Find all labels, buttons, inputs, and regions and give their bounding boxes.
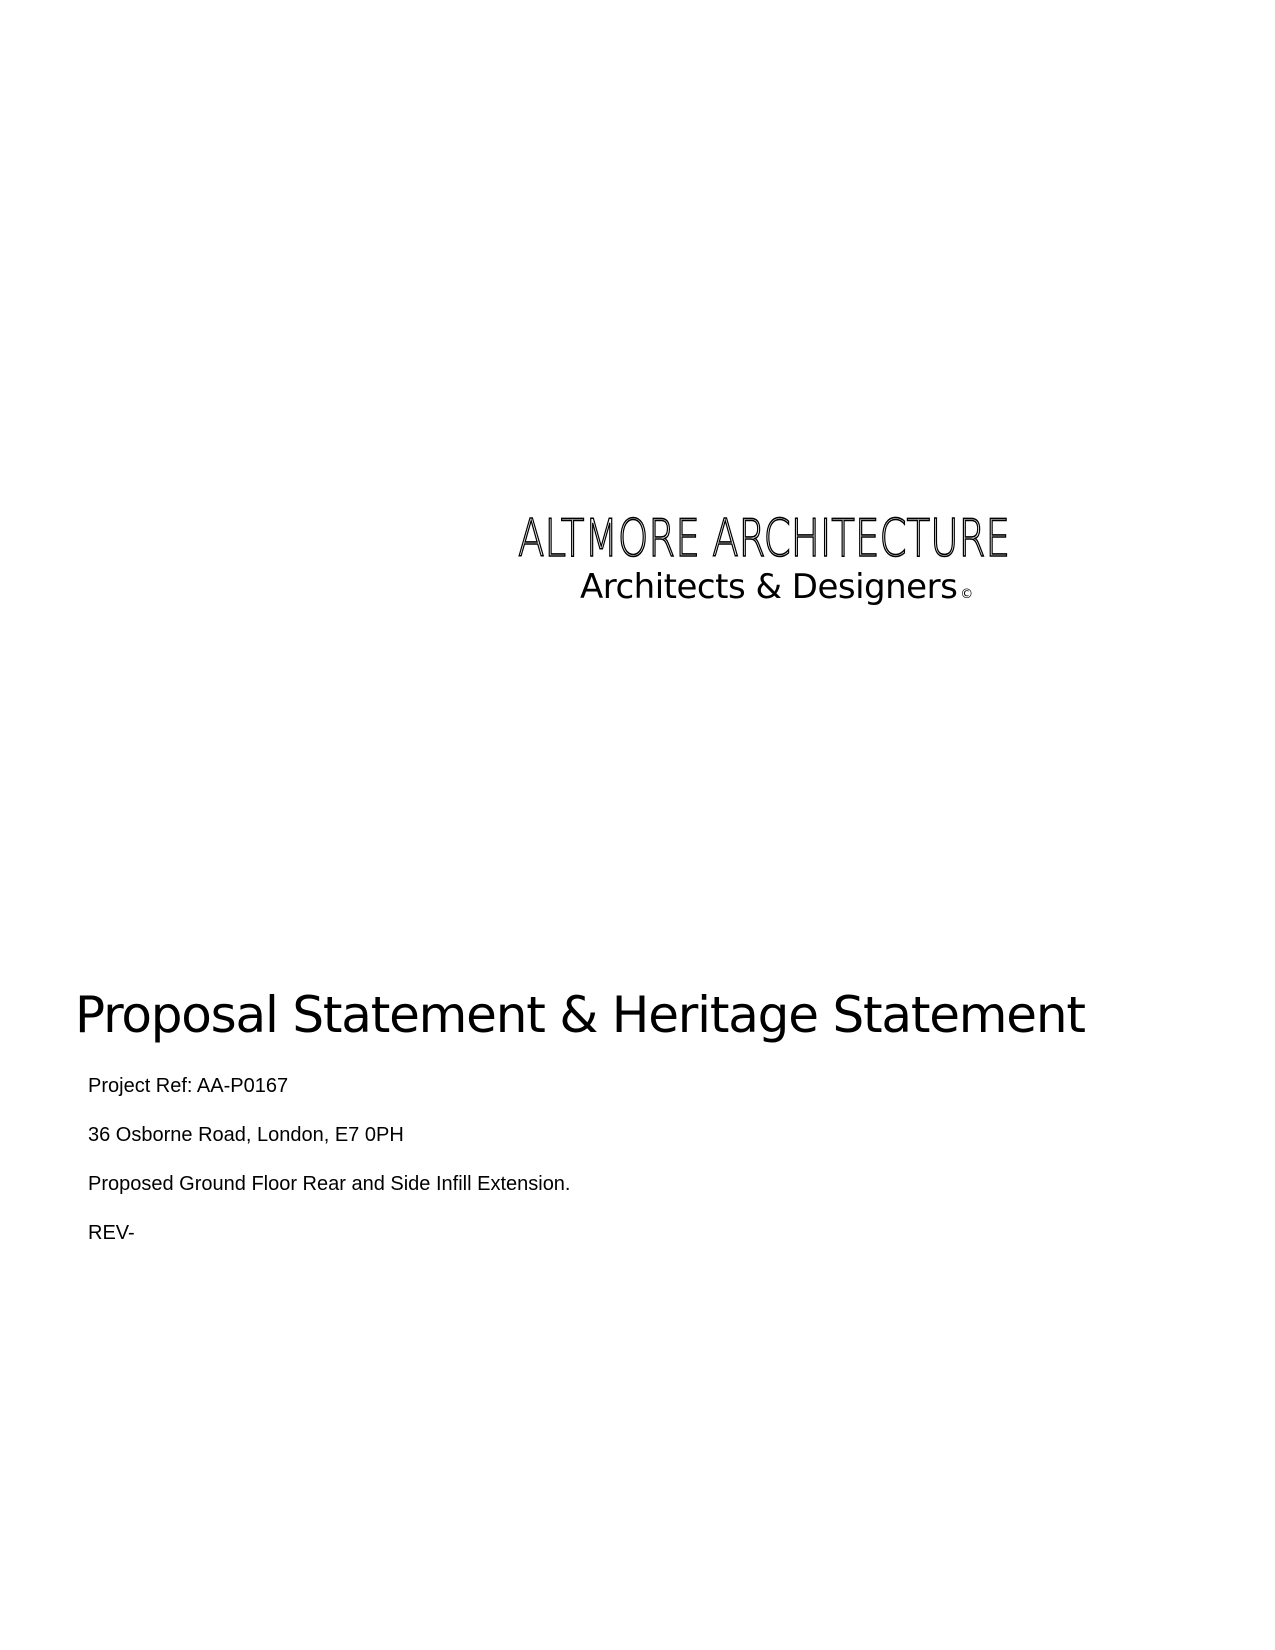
document-title: Proposal Statement & Heritage Statement [75,986,1085,1044]
copyright-symbol: © [960,587,973,602]
logo-main-text: ALTMORE ARCHITECTURE [518,509,1010,569]
logo-tagline-text: Architects & Designers [580,567,958,607]
company-logo [518,500,1018,620]
project-description: Proposed Ground Floor Rear and Side Infill Extension. [88,1173,571,1195]
logo-wordmark [518,500,1018,570]
project-ref: Project Ref: AA-P0167 [88,1075,289,1097]
revision: REV- [88,1222,135,1244]
project-details [88,1076,571,1272]
logo-tagline [580,567,973,607]
project-address: 36 Osborne Road, London, E7 0PH [88,1124,404,1146]
